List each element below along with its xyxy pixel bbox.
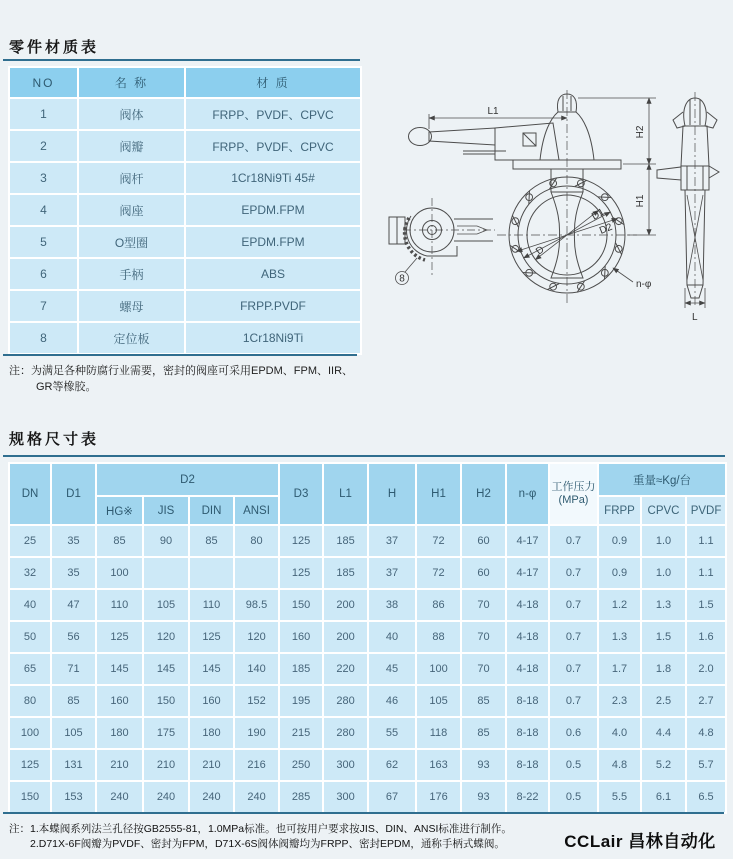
spec-cell: 180 [96,717,143,749]
spec-cell: 105 [143,589,189,621]
spec-cell: 176 [416,781,461,813]
spec-cell: 152 [234,685,279,717]
spec-cell: 0.7 [549,557,598,589]
materials-cell: 2 [9,130,78,162]
spec-cell: 56 [51,621,96,653]
label-n-phi: n-φ [636,279,652,290]
spec-cell: 5.5 [598,781,641,813]
materials-cell: 定位板 [78,322,185,354]
spec-cell: 1.2 [598,589,641,621]
spec-cell: 1.8 [641,653,686,685]
spec-subcol-jis: JIS [143,496,189,525]
spec-cell: 185 [323,525,368,557]
materials-note [9,363,369,395]
materials-cell: 1Cr18Ni9Ti [185,322,361,354]
footer-notes [9,822,564,852]
spec-section-title: 规格尺寸表 [9,431,100,448]
spec-cell: 35 [51,525,96,557]
spec-cell: 46 [368,685,416,717]
materials-cell: ABS [185,258,361,290]
spec-col-h: H [368,463,416,525]
spec-cell: 1.3 [598,621,641,653]
spec-cell: 0.7 [549,589,598,621]
spec-cell: 125 [96,621,143,653]
spec-cell: 250 [279,749,323,781]
spec-cell: 98.5 [234,589,279,621]
materials-row [9,258,361,290]
spec-col-dn: DN [9,463,51,525]
spec-cell: 67 [368,781,416,813]
spec-cell: 37 [368,557,416,589]
spec-cell: 0.7 [549,685,598,717]
spec-cell: 85 [96,525,143,557]
spec-cell: 300 [323,781,368,813]
spec-subcol-cpvc: CPVC [641,496,686,525]
spec-bottom-rule [3,812,724,814]
materials-col-name: 名 称 [78,67,185,98]
spec-subcol-hg: HG※ [96,496,143,525]
spec-cell [234,557,279,589]
spec-cell: 2.0 [686,653,726,685]
spec-cell: 25 [9,525,51,557]
spec-cell: 50 [9,621,51,653]
materials-bottom-rule [3,354,357,356]
spec-cell: 62 [368,749,416,781]
spec-cell: 220 [323,653,368,685]
spec-cell: 160 [96,685,143,717]
spec-cell: 93 [461,781,506,813]
spec-cell: 240 [96,781,143,813]
spec-cell: 145 [189,653,234,685]
spec-cell: 240 [234,781,279,813]
spec-cell [189,557,234,589]
dim-n-phi [613,268,633,282]
spec-cell: 4-18 [506,621,549,653]
materials-row [9,98,361,130]
label-h2: H2 [635,125,646,139]
spec-col-d2: D2 [96,463,279,496]
spec-cell: 105 [416,685,461,717]
spec-cell: 40 [368,621,416,653]
spec-row [9,525,726,557]
spec-cell: 4-17 [506,557,549,589]
handle-lever [429,128,495,145]
label-callout-8: 8 [399,273,405,285]
spec-cell: 1.0 [641,557,686,589]
spec-cell: 240 [189,781,234,813]
spec-cell: 8-18 [506,685,549,717]
spec-cell: 125 [189,621,234,653]
materials-section-title: 零件材质表 [9,39,100,56]
spec-col-weight: 重量≈Kg/台 [598,463,726,496]
spec-cell: 185 [279,653,323,685]
spec-cell: 131 [51,749,96,781]
spec-cell: 5.7 [686,749,726,781]
spec-cell: 4.8 [598,749,641,781]
spec-cell: 125 [9,749,51,781]
spec-cell: 47 [51,589,96,621]
spec-cell: 4-18 [506,653,549,685]
spec-cell: 285 [279,781,323,813]
spec-subcol-din: DIN [189,496,234,525]
spec-cell: 0.6 [549,717,598,749]
spec-subcol-ansi: ANSI [234,496,279,525]
spec-cell: 85 [189,525,234,557]
materials-note-line1: 注：为满足各种防腐行业需要，密封的阀座可采用EPDM、FPM、IIR、 [9,365,354,377]
spec-cell: 153 [51,781,96,813]
spec-cell: 160 [279,621,323,653]
spec-cell: 2.5 [641,685,686,717]
materials-cell: O型圈 [78,226,185,258]
spec-cell: 71 [51,653,96,685]
spec-cell: 86 [416,589,461,621]
materials-cell: 1Cr18Ni9Ti 45# [185,162,361,194]
spec-cell: 195 [279,685,323,717]
spec-cell: 8-18 [506,717,549,749]
spec-cell: 80 [234,525,279,557]
materials-cell: 5 [9,226,78,258]
valve-technical-drawing [375,70,733,325]
materials-cell: EPDM.FPM [185,226,361,258]
spec-cell: 4.4 [641,717,686,749]
spec-cell: 0.9 [598,557,641,589]
spec-col-pressure-line2: (MPa) [558,494,589,506]
spec-cell: 80 [9,685,51,717]
spec-cell: 200 [323,621,368,653]
materials-cell: 8 [9,322,78,354]
materials-row [9,130,361,162]
materials-cell: FRPP、PVDF、CPVC [185,98,361,130]
spec-cell: 93 [461,749,506,781]
spec-cell: 300 [323,749,368,781]
materials-row [9,290,361,322]
spec-cell: 110 [189,589,234,621]
spec-cell: 110 [96,589,143,621]
spec-cell: 100 [9,717,51,749]
spec-cell: 4-18 [506,589,549,621]
spec-row [9,557,726,589]
spec-cell: 70 [461,653,506,685]
spec-cell: 0.5 [549,781,598,813]
spec-cell: 125 [279,525,323,557]
spec-col-h2: H2 [461,463,506,525]
materials-cell: 阀杆 [78,162,185,194]
materials-row [9,194,361,226]
label-d: D [534,244,547,258]
brand-logo: CCLair 昌林自动化 [564,832,716,851]
label-d1: D1 [590,206,607,223]
spec-cell: 1.5 [686,589,726,621]
spec-cell: 105 [51,717,96,749]
spec-cell: 145 [143,653,189,685]
spec-row [9,653,726,685]
spec-title-rule [3,455,725,457]
materials-cell: 手柄 [78,258,185,290]
spec-cell: 90 [143,525,189,557]
spec-cell: 8-22 [506,781,549,813]
spec-cell: 85 [461,717,506,749]
spec-col-h1: H1 [416,463,461,525]
front-view [409,90,638,303]
materials-cell: FRPP.PVDF [185,290,361,322]
footer-note-line2: 2.D71X-6F阀瓣为PVDF、密封为FPM，D71X-6S阀体阀瓣均为FRPP、密封EPDM，通称手柄式蝶阀。 [30,838,505,850]
spec-cell: 70 [461,621,506,653]
spec-cell: 1.1 [686,525,726,557]
materials-cell: 6 [9,258,78,290]
spec-row [9,685,726,717]
spec-cell: 35 [51,557,96,589]
plate-detail-view [389,198,495,285]
materials-cell: 阀体 [78,98,185,130]
spec-cell: 150 [9,781,51,813]
spec-cell: 120 [234,621,279,653]
spec-cell: 210 [143,749,189,781]
spec-cell: 5.2 [641,749,686,781]
spec-cell: 140 [234,653,279,685]
spec-col-n-phi: n-φ [506,463,549,525]
spec-cell: 1.0 [641,525,686,557]
spec-cell: 150 [143,685,189,717]
spec-cell: 0.7 [549,525,598,557]
spec-cell: 280 [323,717,368,749]
materials-cell: 3 [9,162,78,194]
materials-cell: 阀座 [78,194,185,226]
spec-row [9,621,726,653]
materials-cell: FRPP、PVDF、CPVC [185,130,361,162]
label-l1: L1 [487,106,499,117]
spec-col-d1: D1 [51,463,96,525]
label-h1: H1 [635,194,646,208]
side-view [657,92,719,308]
spec-cell: 118 [416,717,461,749]
spec-cell: 100 [96,557,143,589]
spec-cell: 85 [461,685,506,717]
materials-header-row [9,67,361,98]
spec-cell: 4.8 [686,717,726,749]
spec-row [9,717,726,749]
spec-cell: 185 [323,557,368,589]
spec-col-l1: L1 [323,463,368,525]
materials-col-no: NO [9,67,78,98]
footer-note-line1: 注：1.本蝶阀系列法兰孔径按GB2555-81，1.0MPa标准。也可按用户要求按JIS、DIN、ANSI标准进行制作。 [9,823,512,835]
materials-title-rule [3,59,360,61]
materials-cell: 螺母 [78,290,185,322]
materials-cell: 7 [9,290,78,322]
spec-cell: 240 [143,781,189,813]
materials-row [9,162,361,194]
spec-cell: 4.0 [598,717,641,749]
materials-cell: EPDM.FPM [185,194,361,226]
materials-table [8,66,362,355]
spec-cell: 175 [143,717,189,749]
spec-cell: 180 [189,717,234,749]
spec-subcol-pvdf: PVDF [686,496,726,525]
spec-cell: 70 [461,589,506,621]
spec-cell: 65 [9,653,51,685]
spec-table [8,462,727,814]
spec-cell: 100 [416,653,461,685]
materials-cell: 1 [9,98,78,130]
spec-cell: 163 [416,749,461,781]
spec-cell: 1.7 [598,653,641,685]
label-d2: D2 [598,221,614,237]
spec-cell: 0.9 [598,525,641,557]
spec-cell: 60 [461,525,506,557]
handle-grip [409,128,432,146]
spec-cell: 8-18 [506,749,549,781]
spec-cell: 32 [9,557,51,589]
spec-cell: 1.6 [686,621,726,653]
spec-cell: 72 [416,525,461,557]
spec-cell: 4-17 [506,525,549,557]
spec-cell: 45 [368,653,416,685]
spec-cell: 145 [96,653,143,685]
spec-cell: 150 [279,589,323,621]
spec-cell: 160 [189,685,234,717]
spec-row [9,781,726,813]
spec-row [9,749,726,781]
spec-cell: 1.3 [641,589,686,621]
handle-housing [495,123,559,160]
materials-col-material: 材 质 [185,67,361,98]
materials-cell: 阀瓣 [78,130,185,162]
spec-row [9,589,726,621]
spec-cell: 210 [189,749,234,781]
spec-cell: 216 [234,749,279,781]
label-l: L [692,312,698,323]
spec-cell: 1.5 [641,621,686,653]
spec-cell: 0.5 [549,749,598,781]
spec-col-pressure [549,463,598,525]
spec-cell: 88 [416,621,461,653]
spec-cell: 200 [323,589,368,621]
spec-cell: 85 [51,685,96,717]
spec-cell: 55 [368,717,416,749]
spec-cell: 60 [461,557,506,589]
spec-cell: 72 [416,557,461,589]
spec-cell: 37 [368,525,416,557]
spec-cell: 2.3 [598,685,641,717]
spec-cell: 1.1 [686,557,726,589]
spec-cell: 125 [279,557,323,589]
spec-cell: 6.5 [686,781,726,813]
spec-cell: 215 [279,717,323,749]
materials-cell: 4 [9,194,78,226]
spec-cell [143,557,189,589]
spec-cell: 190 [234,717,279,749]
spec-cell: 210 [96,749,143,781]
spec-cell: 40 [9,589,51,621]
spec-subcol-frpp: FRPP [598,496,641,525]
spec-cell: 2.7 [686,685,726,717]
materials-note-line2: GR等橡胶。 [36,381,97,393]
spec-cell: 0.7 [549,653,598,685]
materials-row [9,322,361,354]
spec-cell: 38 [368,589,416,621]
spec-cell: 6.1 [641,781,686,813]
spec-col-d3: D3 [279,463,323,525]
spec-header-row1 [9,463,726,496]
spec-cell: 120 [143,621,189,653]
materials-row [9,226,361,258]
spec-col-pressure-line1: 工作压力 [551,481,596,493]
spec-cell: 0.7 [549,621,598,653]
spec-cell: 280 [323,685,368,717]
